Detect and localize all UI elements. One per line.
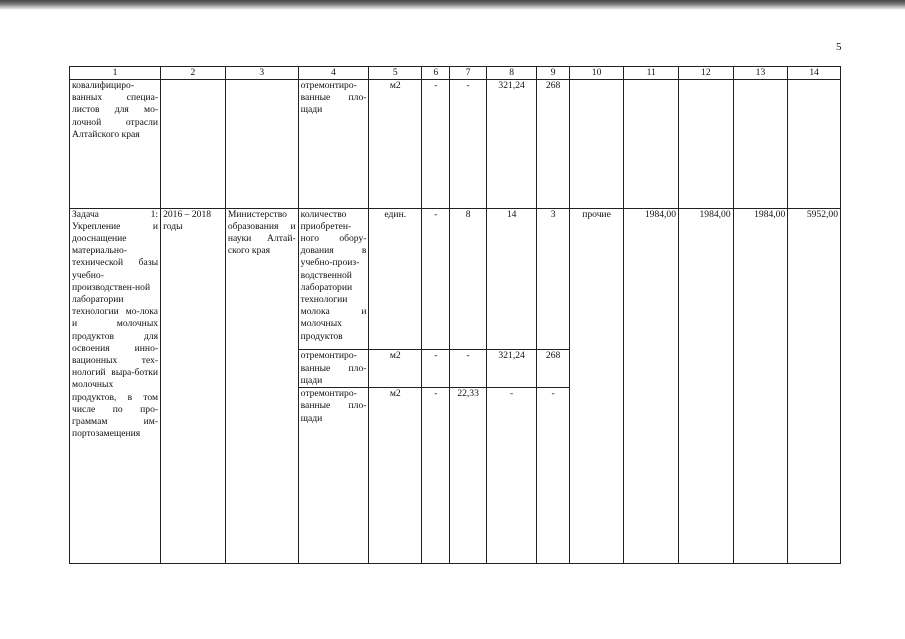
col-header: 3: [225, 67, 298, 80]
total-amount-cell: 5952,00: [788, 208, 841, 563]
task-cell: Задача 1: Укрепление и дооснащение материально-технической базы учебно-производствен-ной лаборатории технологии мо-лока и молочных продуктов для освоения инно-вационных тех-нологий выра-ботки молочных продуктов, в том числе по про-граммам им-портозамещения: [70, 208, 161, 563]
indicator-cell: количество приобретен-ного обору-дования в учебно-произ-водственной лаборатории технологии молока и молочных продуктов: [298, 208, 369, 350]
value-cell: -: [537, 388, 569, 564]
indicator-cell: отремонтиро-ванные пло-щади: [298, 80, 369, 209]
value-cell: 3: [537, 208, 569, 350]
col-header: 10: [569, 67, 624, 80]
value-cell: -: [422, 80, 450, 209]
amount-cell: 1984,00: [624, 208, 679, 563]
column-number-row: [70, 67, 841, 80]
indicator-cell: отремонтиро-ванные пло-щади: [298, 350, 369, 388]
unit-cell: м2: [369, 350, 422, 388]
table-row: [70, 208, 841, 350]
col-header: 5: [369, 67, 422, 80]
col-header: 8: [486, 67, 537, 80]
value-cell: -: [422, 388, 450, 564]
value-cell: 14: [486, 208, 537, 350]
col-header: 6: [422, 67, 450, 80]
col-header: 11: [624, 67, 679, 80]
value-cell: 268: [537, 80, 569, 209]
col-header: 9: [537, 67, 569, 80]
task-cell: ковалифициро-ванных специа-листов для мо-лочной отрасли Алтайского края: [70, 80, 161, 209]
value-cell: -: [422, 208, 450, 350]
col-header: 7: [450, 67, 486, 80]
value-cell: -: [450, 80, 486, 209]
scan-edge: [0, 0, 905, 10]
years-cell: 2016 – 2018 годы: [161, 208, 226, 563]
value-cell: 22,33: [450, 388, 486, 564]
unit-cell: м2: [369, 388, 422, 564]
col-header: 2: [161, 67, 226, 80]
indicator-cell: отремонтиро-ванные пло-щади: [298, 388, 369, 564]
value-cell: 321,24: [486, 350, 537, 388]
value-cell: -: [486, 388, 537, 564]
value-cell: 8: [450, 208, 486, 350]
unit-cell: един.: [369, 208, 422, 350]
unit-cell: м2: [369, 80, 422, 209]
value-cell: -: [450, 350, 486, 388]
col-header: 14: [788, 67, 841, 80]
amount-cell: 1984,00: [733, 208, 788, 563]
col-header: 12: [679, 67, 734, 80]
value-cell: 268: [537, 350, 569, 388]
value-cell: 321,24: [486, 80, 537, 209]
amount-cell: 1984,00: [679, 208, 734, 563]
funding-source-cell: прочие: [569, 208, 624, 563]
value-cell: -: [422, 350, 450, 388]
col-header: 13: [733, 67, 788, 80]
executor-cell: Министерство образования и науки Алтай-ского края: [225, 208, 298, 563]
col-header: 1: [70, 67, 161, 80]
page-number: 5: [836, 41, 842, 53]
col-header: 4: [298, 67, 369, 80]
program-table: [69, 66, 841, 564]
table-row: [70, 80, 841, 209]
